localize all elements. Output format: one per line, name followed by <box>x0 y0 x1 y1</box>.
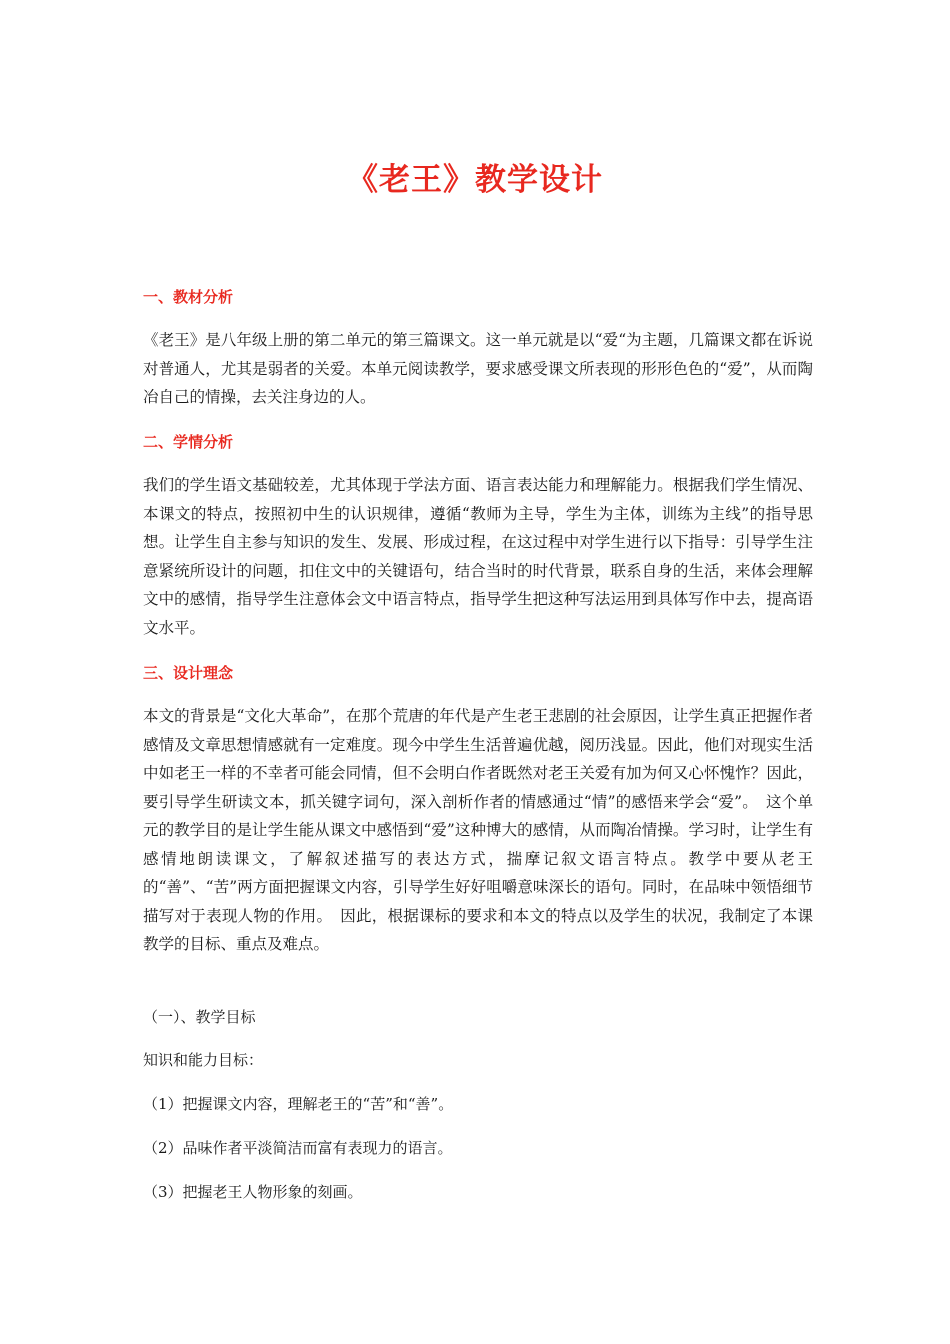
section-paragraph-textbook-analysis: 《老王》是八年级上册的第二单元的第三篇课文。这一单元就是以“爱“为主题，几篇课文都在诉说对普通人，尤其是弱者的关爱。本单元阅读教学，要求感受课文所表现的形形色色的“爱”，从而陶冶自己的情操，去关注身边的人。 <box>143 331 813 406</box>
objective-item: （3）把握老王人物形象的刻画。 <box>143 1183 363 1201</box>
document-title: 《老王》教学设计 <box>347 162 603 198</box>
section-heading-textbook-analysis: 一、教材分析 <box>143 288 234 306</box>
section-paragraph-student-analysis: 我们的学生语文基础较差，尤其体现于学法方面、语言表达能力和理解能力。根据我们学生情况、本课文的特点，按照初中生的认识规律，遵循“教师为主导，学生为主体，训练为主线”的指导思想。让学生自主参与知识的发生、发展、形成过程，在这过程中对学生进行以下指导：引导学生注意紧统所设计的问题，扣住文中的关键语句，结合当时的时代背景，联系自身的生活，来体会理解文中的感情，指导学生注意体会文中语言特点，指导学生把这种写法运用到具体写作中去，提高语文水平。 <box>143 476 813 637</box>
objective-item: （1）把握课文内容，理解老王的“苦”和“善”。 <box>143 1095 454 1113</box>
objectives-subheading: 知识和能力目标： <box>143 1051 264 1069</box>
section-paragraph-design-concept: 本文的背景是“文化大革命”，在那个荒唐的年代是产生老王悲剧的社会原因，让学生真正把握作者感情及文章思想情感就有一定难度。现今中学生生活普遍优越，阅历浅显。因此，他们对现实生活中如老王一样的不幸者可能会同情，但不会明白作者既然对老王关爱有加为何又心怀愧怍？因此，要引导学生研读文本，抓关键字词句，深入剖析作者的情感通过“情”的感悟来学会“爱”。 这个单元的教学目的是让学生能从课文中感悟到“爱”这种博大的感情，从而陶冶情操。学习时，让学生有感情地朗读课文，了解叙述描写的表达方式，揣摩记叙文语言特点。教学中要从老王的“善”、“苦”两方面把握课文内容，引导学生好好咀嚼意味深长的语句。同时，在品味中领悟细节描写对于表现人物的作用。 因此，根据课标的要求和本文的特点以及学生的状况，我制定了本课教学的目标、重点及难点。 <box>143 707 813 953</box>
objectives-heading: （一）、教学目标 <box>143 1008 256 1026</box>
section-heading-student-analysis: 二、学情分析 <box>143 433 234 451</box>
section-heading-design-concept: 三、设计理念 <box>143 664 234 682</box>
objective-item: （2）品味作者平淡简洁而富有表现力的语言。 <box>143 1139 453 1157</box>
